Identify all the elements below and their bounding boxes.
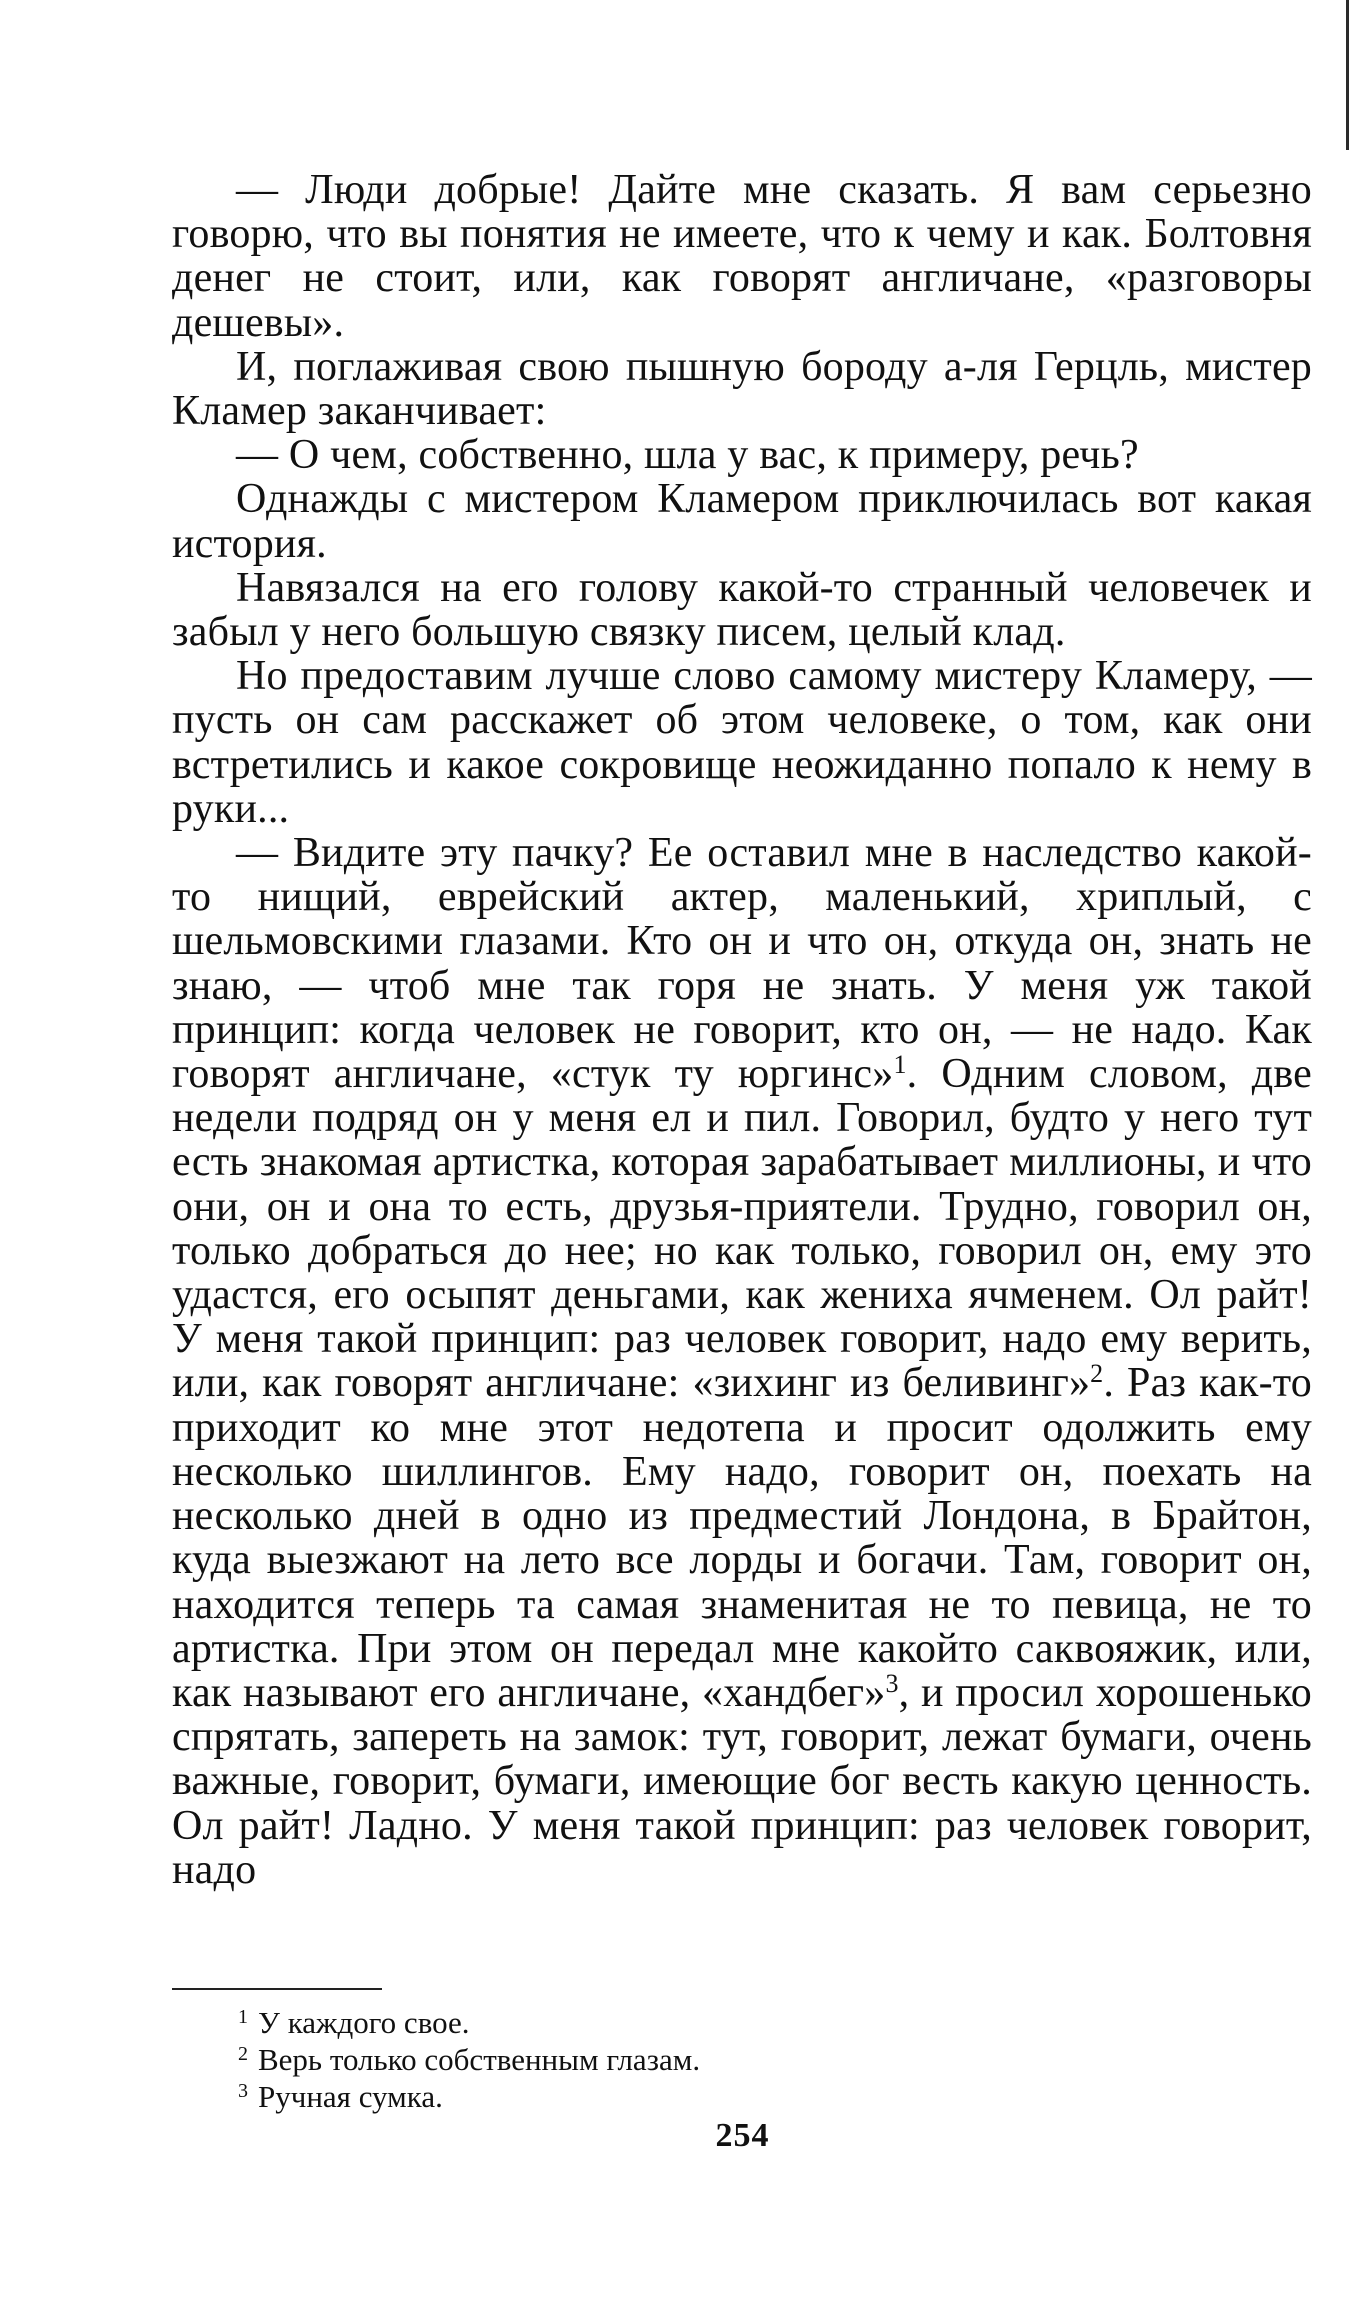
paragraph: — Люди добрые! Дайте мне сказать. Я вам серьезно говорю, что вы понятия не имеете, что к чему и как. Болтовня денег не стоит, или, как говорят англичане, «разговоры дешевы». [172,167,1312,346]
footnote-ref: 3 [885,1668,899,1698]
footnote-divider [172,1988,382,1990]
text-segment: . Одним словом, две недели подряд он у меня ел и пил. Говорил, будто у него тут есть знакомая артистка, которая зарабатывает миллионы, и что они, он и она то есть, друзья-приятели. Трудно, говорил он, только добраться до нее; но как только, говорил он, ему это удастся, его осыпят деньгами, как жениха ячменем. Ол райт! У меня такой принцип: раз человек говорит, надо ему верить, или, как говорят англичане: «зихинг из беливинг» [172,1051,1313,1407]
footnote-number: 1 [238,2006,248,2028]
footnote [238,2041,1138,2078]
text-segment: , и просил хорошенько спрятать, запереть на замок: тут, говорит, лежат бумаги, очень важные, говорит, бумаги, имеющие бог весть какую ценность. Ол райт! Ладно. У меня такой принцип: раз человек говорит, надо [172,1669,1312,1893]
paragraph: Но предоставим лучше слово самому мистеру Кламеру, — пусть он сам расскажет об этом человеке, о том, как они встретились и какое сокровище неожиданно попало к нему в руки... [172,653,1312,832]
text-segment: — Видите эту пачку? Ее оставил мне в наследство какой-то нищий, еврейский актер, маленький, хриплый, с шельмовскими глазами. Кто он и что он, откуда он, знать не знаю, — чтоб мне так горя не знать. У меня уж такой принцип: когда человек не говорит, кто он, — не надо. Как говорят англичане, «стук ту юргинс» [172,830,1312,1098]
paragraph: И, поглаживая свою пышную бороду а-ля Герцль, мистер Кламер заканчивает: [172,343,1312,435]
footnote [238,2078,1138,2115]
footnote-text: Ручная сумка. [258,2079,443,2114]
text-segment: . Раз как-то приходит ко мне этот недотепа и просит одолжить ему несколько шиллингов. Ему надо, говорит он, поехать на несколько дней в одно из предместий Лондона, в Брайтон, куда выезжают на лето все лорды и богачи. Там, говорит он, находится теперь та самая знаменитая не то певица, не то артистка. При этом он передал мне какойто саквояжик, или, как называют его англичане, «хандбег» [172,1360,1312,1716]
footnote-text: Верь только собственным глазам. [258,2042,701,2077]
main-text [172,168,1312,1892]
footnote-text: У каждого свое. [258,2005,470,2040]
footnotes [238,2004,1138,2115]
paragraph: — О чем, собственно, шла у вас, к примеру, речь? [236,432,1139,479]
page-number: 254 [715,2117,770,2154]
footnote-ref: 2 [1090,1359,1104,1389]
footnote [238,2004,1138,2041]
footnote-number: 3 [238,2080,248,2102]
footnote-number: 2 [238,2043,248,2065]
paragraph: Навязался на его голову какой-то странный человечек и забыл у него большую связку писем, целый клад. [172,564,1312,656]
footnote-ref: 1 [893,1050,907,1080]
paragraph-long [172,831,1312,1892]
paragraph: Однажды с мистером Кламером приключилась вот какая история. [172,476,1312,567]
